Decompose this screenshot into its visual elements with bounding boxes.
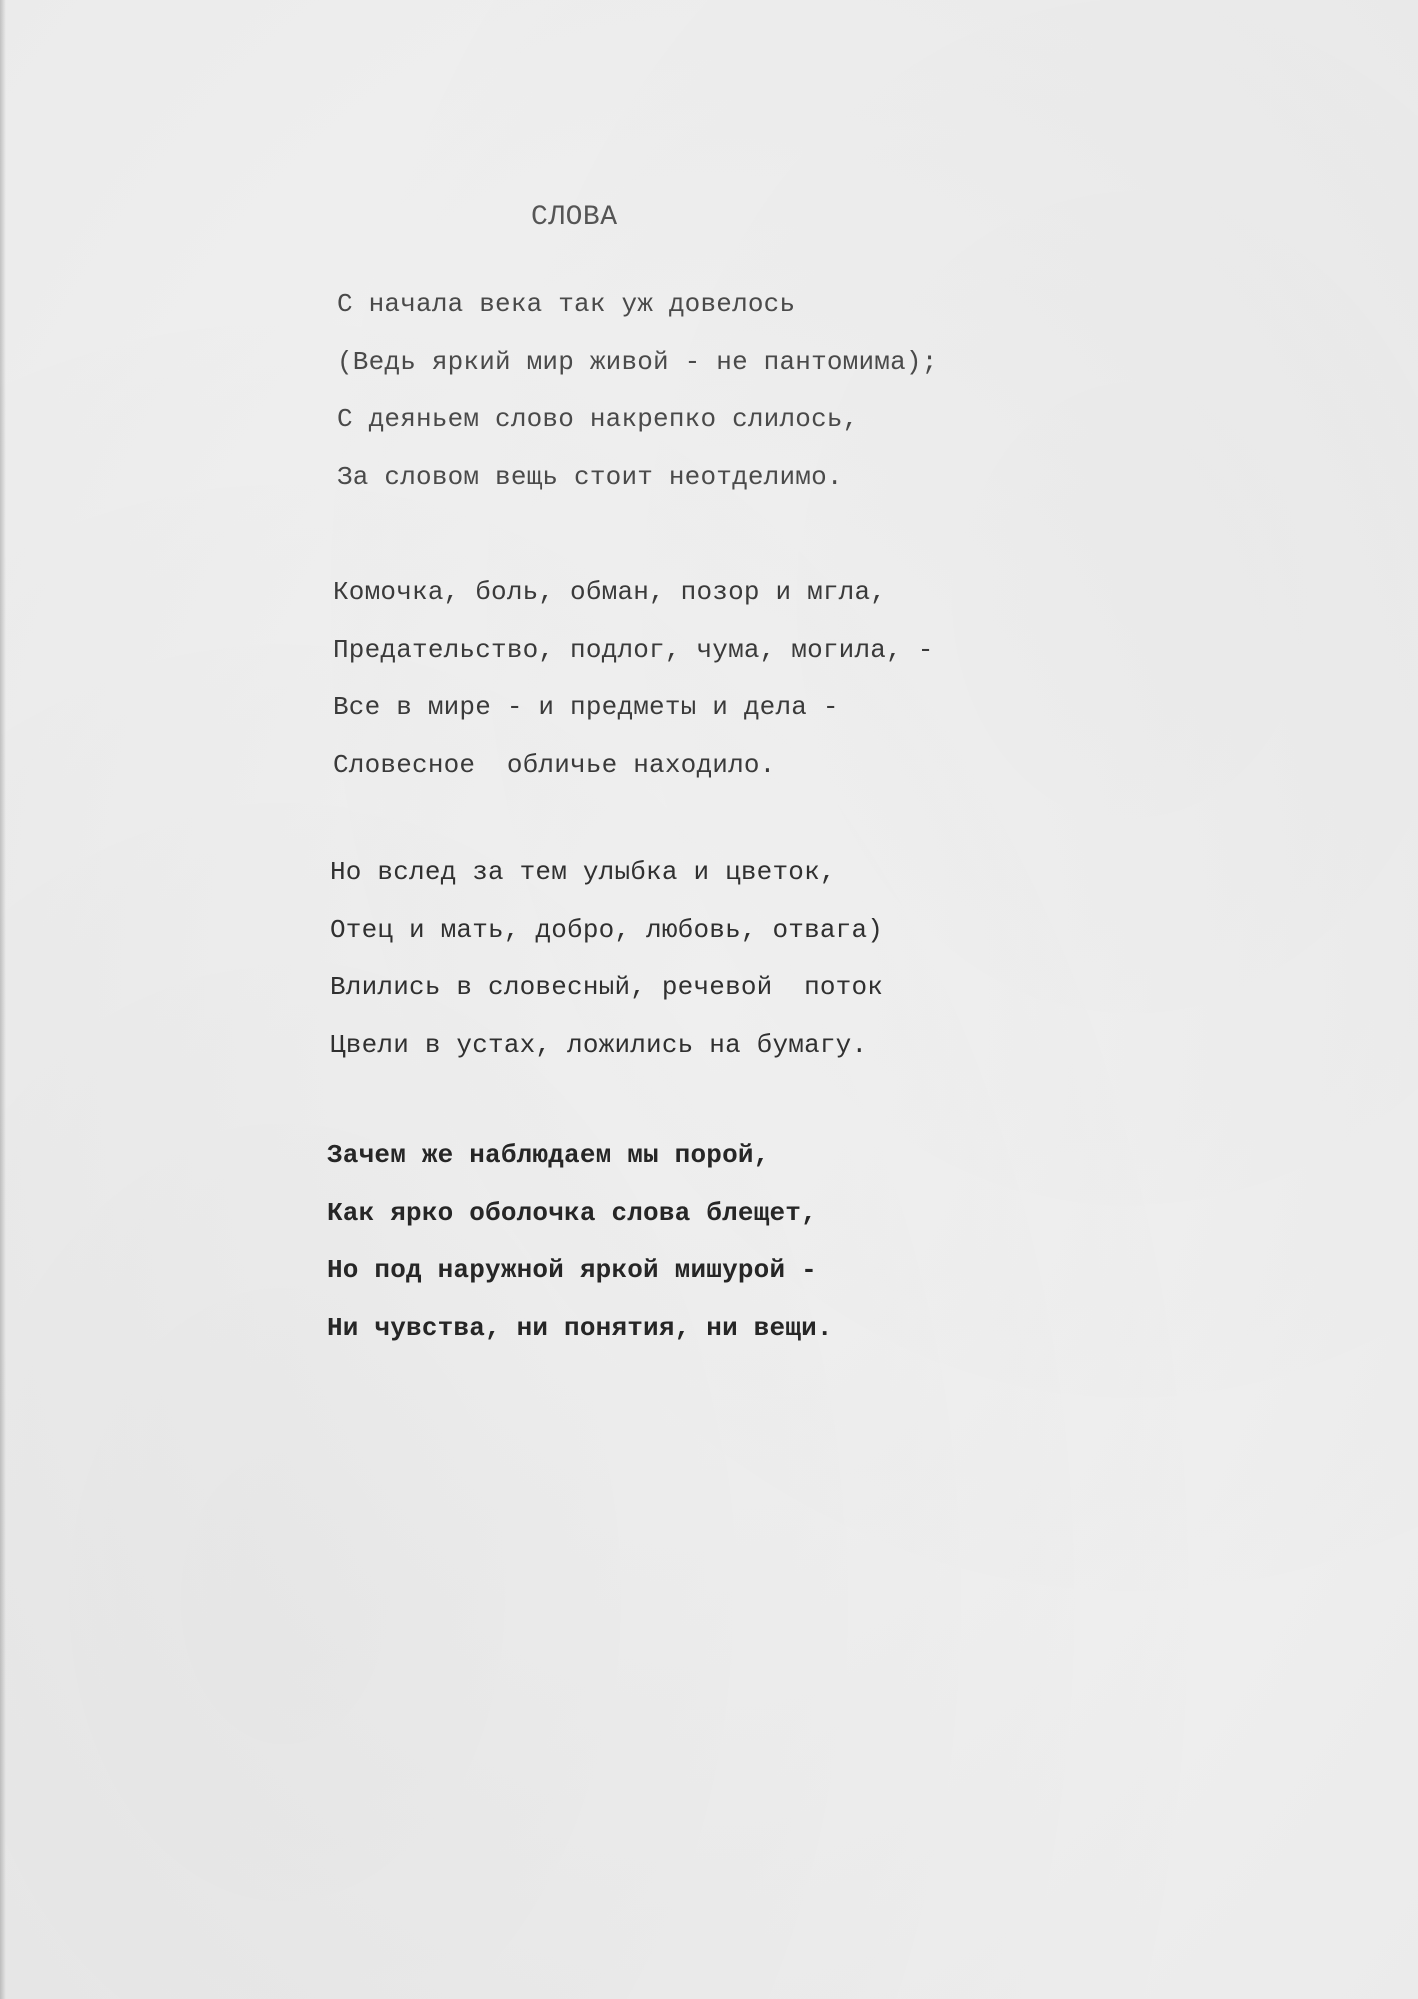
poem-line: Как ярко оболочка слова блещет,: [327, 1197, 817, 1228]
stanza-4: [327, 1127, 833, 1357]
stanza-1: [337, 276, 938, 506]
poem-line: Комочка, боль, обман, позор и мгла,: [333, 577, 887, 607]
stanza-2: [333, 564, 934, 794]
poem-line: Все в мире - и предметы и дела -: [333, 692, 839, 722]
poem-line: Зачем же наблюдаем мы порой,: [327, 1140, 770, 1170]
poem-line: Но вслед за тем улыбка и цветок,: [330, 857, 836, 887]
poem-line: С начала века так уж довелось: [337, 289, 796, 319]
poem-line: Отец и мать, добро, любовь, отвага): [330, 914, 884, 945]
poem-line: Цвели в устах, ложились на бумагу.: [330, 1029, 868, 1060]
poem-line: Ни чувства, ни понятия, ни вещи.: [327, 1312, 833, 1343]
poem-title: СЛОВА: [531, 202, 618, 233]
poem-line: Влились в словесный, речевой поток: [330, 972, 884, 1002]
poem-line: За словом вещь стоит неотделимо.: [337, 461, 843, 492]
poem-line: Но под наружной яркой мишурой -: [327, 1255, 817, 1285]
poem-line: Предательство, подлог, чума, могила, -: [333, 634, 934, 665]
poem-line: С деяньем слово накрепко слилось,: [337, 404, 859, 434]
poem-line: Словесное обличье находило.: [333, 749, 776, 780]
poem-line: (Ведь яркий мир живой - не пантомима);: [337, 346, 938, 377]
stanza-3: [330, 844, 883, 1074]
